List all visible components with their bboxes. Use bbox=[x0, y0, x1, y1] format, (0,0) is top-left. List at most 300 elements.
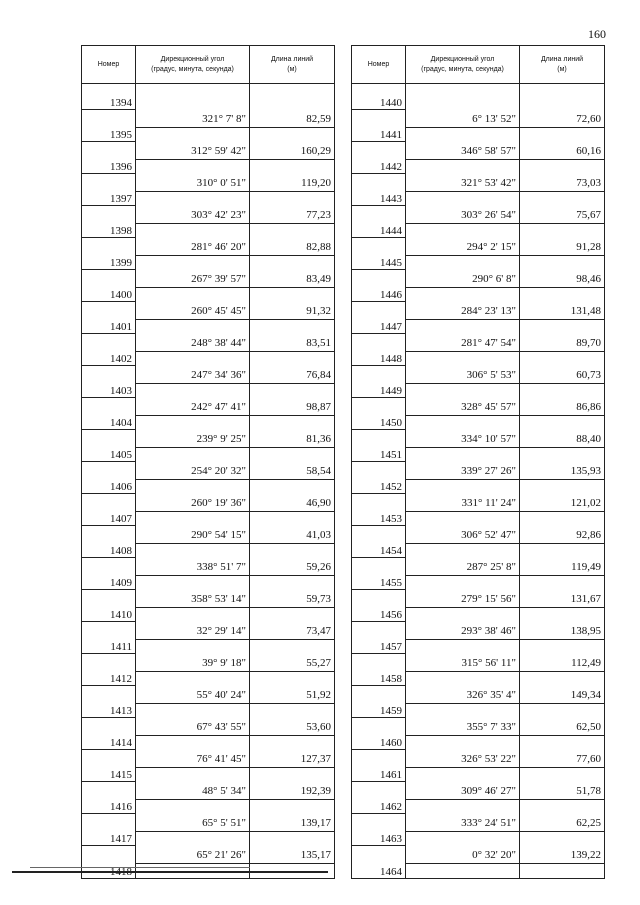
empty-cell bbox=[352, 654, 406, 672]
empty-cell bbox=[352, 750, 406, 768]
empty-cell bbox=[82, 206, 136, 224]
empty-cell bbox=[520, 799, 605, 814]
line-length: 62,25 bbox=[520, 814, 605, 832]
empty-cell bbox=[520, 831, 605, 846]
line-length: 73,47 bbox=[250, 622, 335, 640]
empty-cell bbox=[136, 511, 250, 526]
direction-angle: 306° 52' 47" bbox=[406, 526, 520, 544]
direction-angle: 260° 19' 36" bbox=[136, 494, 250, 512]
table-row bbox=[82, 191, 335, 206]
table-row bbox=[352, 127, 605, 142]
table-row bbox=[352, 590, 605, 608]
empty-cell bbox=[352, 84, 406, 96]
direction-angle: 290° 54' 15" bbox=[136, 526, 250, 544]
point-number: 1408 bbox=[82, 543, 136, 558]
direction-angle: 328° 45' 57" bbox=[406, 398, 520, 416]
empty-cell bbox=[520, 511, 605, 526]
empty-cell bbox=[520, 223, 605, 238]
line-length: 86,86 bbox=[520, 398, 605, 416]
table-row bbox=[82, 398, 335, 416]
table-row bbox=[352, 607, 605, 622]
table-header-row bbox=[82, 46, 335, 84]
empty-cell bbox=[136, 223, 250, 238]
table-row bbox=[82, 846, 335, 864]
empty-cell bbox=[520, 607, 605, 622]
empty-cell bbox=[82, 494, 136, 512]
direction-angle: 303° 42' 23" bbox=[136, 206, 250, 224]
line-length: 91,32 bbox=[250, 302, 335, 320]
table-row bbox=[82, 287, 335, 302]
empty-cell bbox=[406, 703, 520, 718]
empty-cell bbox=[250, 223, 335, 238]
line-length: 59,73 bbox=[250, 590, 335, 608]
empty-cell bbox=[250, 351, 335, 366]
line-length: 72,60 bbox=[520, 110, 605, 128]
line-length: 77,23 bbox=[250, 206, 335, 224]
table-row bbox=[352, 622, 605, 640]
header-length: Длина линий (м) bbox=[520, 46, 605, 84]
point-number: 1440 bbox=[352, 95, 406, 110]
point-number: 1462 bbox=[352, 799, 406, 814]
empty-cell bbox=[82, 430, 136, 448]
empty-cell bbox=[136, 575, 250, 590]
point-number: 1459 bbox=[352, 703, 406, 718]
empty-cell bbox=[406, 511, 520, 526]
table-row bbox=[82, 319, 335, 334]
point-number: 1455 bbox=[352, 575, 406, 590]
line-length: 98,87 bbox=[250, 398, 335, 416]
table-row bbox=[82, 110, 335, 128]
empty-cell bbox=[406, 575, 520, 590]
table-row bbox=[352, 494, 605, 512]
table-row bbox=[82, 750, 335, 768]
empty-cell bbox=[136, 799, 250, 814]
point-number: 1409 bbox=[82, 575, 136, 590]
empty-cell bbox=[82, 110, 136, 128]
table-row bbox=[82, 462, 335, 480]
table-row bbox=[352, 223, 605, 238]
table-row bbox=[82, 95, 335, 110]
direction-angle: 281° 46' 20" bbox=[136, 238, 250, 256]
direction-angle: 76° 41' 45" bbox=[136, 750, 250, 768]
line-length: 41,03 bbox=[250, 526, 335, 544]
line-length: 51,78 bbox=[520, 782, 605, 800]
empty-cell bbox=[520, 543, 605, 558]
line-length: 138,95 bbox=[520, 622, 605, 640]
line-length: 92,86 bbox=[520, 526, 605, 544]
empty-cell bbox=[136, 255, 250, 270]
line-length: 81,36 bbox=[250, 430, 335, 448]
table-row bbox=[352, 543, 605, 558]
empty-cell bbox=[352, 814, 406, 832]
direction-angle: 247° 34' 36" bbox=[136, 366, 250, 384]
empty-cell bbox=[136, 543, 250, 558]
empty-cell bbox=[406, 543, 520, 558]
empty-cell bbox=[406, 479, 520, 494]
direction-angle: 309° 46' 27" bbox=[406, 782, 520, 800]
spacer-row bbox=[352, 84, 605, 96]
empty-cell bbox=[250, 735, 335, 750]
empty-cell bbox=[352, 334, 406, 352]
empty-cell bbox=[82, 174, 136, 192]
point-number: 1448 bbox=[352, 351, 406, 366]
empty-cell bbox=[82, 750, 136, 768]
table-row bbox=[82, 430, 335, 448]
point-number: 1441 bbox=[352, 127, 406, 142]
direction-angle: 334° 10' 57" bbox=[406, 430, 520, 448]
empty-cell bbox=[82, 622, 136, 640]
point-number: 1458 bbox=[352, 671, 406, 686]
empty-cell bbox=[82, 654, 136, 672]
empty-cell bbox=[520, 255, 605, 270]
empty-cell bbox=[352, 686, 406, 704]
header-angle: Дирекционный угол (градус, минута, секунда) bbox=[136, 46, 250, 84]
table-row bbox=[82, 494, 335, 512]
empty-cell bbox=[136, 415, 250, 430]
empty-cell bbox=[406, 287, 520, 302]
empty-cell bbox=[406, 863, 520, 878]
table-row bbox=[352, 750, 605, 768]
empty-cell bbox=[136, 287, 250, 302]
table-row bbox=[82, 558, 335, 576]
point-number: 1416 bbox=[82, 799, 136, 814]
table-row bbox=[352, 671, 605, 686]
empty-cell bbox=[250, 95, 335, 110]
point-number: 1414 bbox=[82, 735, 136, 750]
line-length: 75,67 bbox=[520, 206, 605, 224]
point-number: 1464 bbox=[352, 863, 406, 878]
direction-angle: 358° 53' 14" bbox=[136, 590, 250, 608]
direction-angle: 260° 45' 45" bbox=[136, 302, 250, 320]
point-number: 1417 bbox=[82, 831, 136, 846]
direction-angle: 287° 25' 8" bbox=[406, 558, 520, 576]
empty-cell bbox=[250, 831, 335, 846]
empty-cell bbox=[136, 447, 250, 462]
table-row bbox=[352, 654, 605, 672]
table-row bbox=[352, 639, 605, 654]
direction-angle: 312° 59' 42" bbox=[136, 142, 250, 160]
table-row bbox=[82, 814, 335, 832]
line-length: 73,03 bbox=[520, 174, 605, 192]
direction-angle: 239° 9' 25" bbox=[136, 430, 250, 448]
empty-cell bbox=[82, 846, 136, 864]
direction-angle: 306° 5' 53" bbox=[406, 366, 520, 384]
table-row bbox=[82, 543, 335, 558]
empty-cell bbox=[520, 671, 605, 686]
point-number: 1394 bbox=[82, 95, 136, 110]
empty-cell bbox=[250, 799, 335, 814]
table-row bbox=[82, 447, 335, 462]
table-row bbox=[352, 238, 605, 256]
empty-cell bbox=[250, 639, 335, 654]
footer-rule bbox=[12, 871, 328, 873]
direction-angle: 65° 21' 26" bbox=[136, 846, 250, 864]
empty-cell bbox=[250, 767, 335, 782]
empty-cell bbox=[136, 191, 250, 206]
table-header-row bbox=[352, 46, 605, 84]
line-length: 62,50 bbox=[520, 718, 605, 736]
empty-cell bbox=[136, 84, 250, 96]
empty-cell bbox=[520, 415, 605, 430]
line-length: 83,51 bbox=[250, 334, 335, 352]
empty-cell bbox=[406, 415, 520, 430]
table-row bbox=[82, 270, 335, 288]
point-number: 1461 bbox=[352, 767, 406, 782]
point-number: 1443 bbox=[352, 191, 406, 206]
line-length: 119,20 bbox=[250, 174, 335, 192]
point-number: 1453 bbox=[352, 511, 406, 526]
empty-cell bbox=[352, 526, 406, 544]
table-row bbox=[82, 351, 335, 366]
empty-cell bbox=[250, 319, 335, 334]
footer-thin-rule bbox=[30, 867, 250, 868]
right-survey-table bbox=[351, 45, 605, 879]
direction-angle: 346° 58' 57" bbox=[406, 142, 520, 160]
empty-cell bbox=[520, 287, 605, 302]
table-row bbox=[82, 703, 335, 718]
empty-cell bbox=[82, 398, 136, 416]
empty-cell bbox=[250, 383, 335, 398]
direction-angle: 293° 38' 46" bbox=[406, 622, 520, 640]
point-number: 1456 bbox=[352, 607, 406, 622]
empty-cell bbox=[406, 447, 520, 462]
line-length: 139,17 bbox=[250, 814, 335, 832]
right-table-body bbox=[352, 84, 605, 879]
table-row bbox=[352, 799, 605, 814]
empty-cell bbox=[250, 543, 335, 558]
empty-cell bbox=[406, 84, 520, 96]
empty-cell bbox=[406, 799, 520, 814]
direction-angle: 321° 7' 8" bbox=[136, 110, 250, 128]
table-row bbox=[82, 735, 335, 750]
empty-cell bbox=[136, 127, 250, 142]
left-table-body bbox=[82, 84, 335, 879]
table-row bbox=[82, 671, 335, 686]
empty-cell bbox=[406, 223, 520, 238]
empty-cell bbox=[406, 351, 520, 366]
table-row bbox=[82, 366, 335, 384]
direction-angle: 303° 26' 54" bbox=[406, 206, 520, 224]
empty-cell bbox=[406, 159, 520, 174]
left-survey-table bbox=[81, 45, 335, 879]
empty-cell bbox=[352, 558, 406, 576]
empty-cell bbox=[136, 671, 250, 686]
table-row bbox=[352, 159, 605, 174]
empty-cell bbox=[250, 479, 335, 494]
point-number: 1442 bbox=[352, 159, 406, 174]
empty-cell bbox=[352, 142, 406, 160]
empty-cell bbox=[82, 718, 136, 736]
line-length: 76,84 bbox=[250, 366, 335, 384]
line-length: 77,60 bbox=[520, 750, 605, 768]
table-row bbox=[82, 782, 335, 800]
point-number: 1444 bbox=[352, 223, 406, 238]
empty-cell bbox=[520, 639, 605, 654]
direction-angle: 267° 39' 57" bbox=[136, 270, 250, 288]
empty-cell bbox=[250, 159, 335, 174]
empty-cell bbox=[136, 479, 250, 494]
table-row bbox=[352, 174, 605, 192]
empty-cell bbox=[352, 110, 406, 128]
direction-angle: 355° 7' 33" bbox=[406, 718, 520, 736]
point-number: 1407 bbox=[82, 511, 136, 526]
direction-angle: 294° 2' 15" bbox=[406, 238, 520, 256]
table-row bbox=[352, 782, 605, 800]
table-row bbox=[352, 110, 605, 128]
empty-cell bbox=[352, 430, 406, 448]
table-row bbox=[82, 767, 335, 782]
table-row bbox=[352, 206, 605, 224]
point-number: 1406 bbox=[82, 479, 136, 494]
table-row bbox=[82, 383, 335, 398]
empty-cell bbox=[250, 671, 335, 686]
empty-cell bbox=[406, 831, 520, 846]
empty-cell bbox=[352, 270, 406, 288]
table-row bbox=[82, 831, 335, 846]
table-row bbox=[82, 590, 335, 608]
line-length: 60,16 bbox=[520, 142, 605, 160]
table-row bbox=[82, 718, 335, 736]
line-length: 131,48 bbox=[520, 302, 605, 320]
point-number: 1463 bbox=[352, 831, 406, 846]
table-row bbox=[352, 383, 605, 398]
table-row bbox=[82, 415, 335, 430]
point-number: 1399 bbox=[82, 255, 136, 270]
empty-cell bbox=[82, 814, 136, 832]
direction-angle: 315° 56' 11" bbox=[406, 654, 520, 672]
empty-cell bbox=[406, 735, 520, 750]
empty-cell bbox=[520, 159, 605, 174]
empty-cell bbox=[250, 191, 335, 206]
table-row bbox=[82, 127, 335, 142]
point-number: 1454 bbox=[352, 543, 406, 558]
empty-cell bbox=[520, 383, 605, 398]
empty-cell bbox=[136, 319, 250, 334]
point-number: 1452 bbox=[352, 479, 406, 494]
empty-cell bbox=[406, 319, 520, 334]
empty-cell bbox=[136, 703, 250, 718]
empty-cell bbox=[136, 351, 250, 366]
empty-cell bbox=[406, 639, 520, 654]
empty-cell bbox=[82, 334, 136, 352]
table-row bbox=[82, 223, 335, 238]
line-length: 58,54 bbox=[250, 462, 335, 480]
line-length: 131,67 bbox=[520, 590, 605, 608]
empty-cell bbox=[82, 590, 136, 608]
table-row bbox=[352, 814, 605, 832]
line-length: 59,26 bbox=[250, 558, 335, 576]
table-row bbox=[82, 174, 335, 192]
line-length: 60,73 bbox=[520, 366, 605, 384]
empty-cell bbox=[250, 255, 335, 270]
empty-cell bbox=[520, 703, 605, 718]
direction-angle: 242° 47' 41" bbox=[136, 398, 250, 416]
empty-cell bbox=[352, 174, 406, 192]
point-number: 1451 bbox=[352, 447, 406, 462]
point-number: 1402 bbox=[82, 351, 136, 366]
empty-cell bbox=[520, 95, 605, 110]
header-number: Номер bbox=[352, 46, 406, 84]
empty-cell bbox=[352, 494, 406, 512]
direction-angle: 321° 53' 42" bbox=[406, 174, 520, 192]
empty-cell bbox=[406, 255, 520, 270]
table-row bbox=[352, 415, 605, 430]
table-row bbox=[352, 447, 605, 462]
table-row bbox=[352, 831, 605, 846]
point-number: 1446 bbox=[352, 287, 406, 302]
empty-cell bbox=[250, 127, 335, 142]
empty-cell bbox=[406, 383, 520, 398]
table-row bbox=[352, 95, 605, 110]
line-length: 121,02 bbox=[520, 494, 605, 512]
table-row bbox=[352, 351, 605, 366]
table-row bbox=[82, 142, 335, 160]
table-row bbox=[82, 622, 335, 640]
empty-cell bbox=[250, 287, 335, 302]
empty-cell bbox=[250, 575, 335, 590]
table-row bbox=[352, 334, 605, 352]
table-row bbox=[352, 846, 605, 864]
table-row bbox=[82, 159, 335, 174]
table-row bbox=[82, 334, 335, 352]
line-length: 139,22 bbox=[520, 846, 605, 864]
direction-angle: 333° 24' 51" bbox=[406, 814, 520, 832]
table-row bbox=[82, 526, 335, 544]
empty-cell bbox=[352, 590, 406, 608]
direction-angle: 281° 47' 54" bbox=[406, 334, 520, 352]
empty-cell bbox=[520, 575, 605, 590]
spacer-row bbox=[82, 84, 335, 96]
table-row bbox=[82, 607, 335, 622]
point-number: 1412 bbox=[82, 671, 136, 686]
empty-cell bbox=[520, 191, 605, 206]
line-length: 51,92 bbox=[250, 686, 335, 704]
table-row bbox=[352, 558, 605, 576]
table-row bbox=[352, 575, 605, 590]
table-row bbox=[82, 654, 335, 672]
table-row bbox=[352, 302, 605, 320]
empty-cell bbox=[352, 238, 406, 256]
empty-cell bbox=[82, 366, 136, 384]
table-row bbox=[352, 142, 605, 160]
empty-cell bbox=[520, 84, 605, 96]
line-length: 82,59 bbox=[250, 110, 335, 128]
empty-cell bbox=[406, 95, 520, 110]
point-number: 1449 bbox=[352, 383, 406, 398]
line-length: 89,70 bbox=[520, 334, 605, 352]
empty-cell bbox=[352, 718, 406, 736]
table-row bbox=[352, 191, 605, 206]
direction-angle: 326° 35' 4" bbox=[406, 686, 520, 704]
point-number: 1404 bbox=[82, 415, 136, 430]
point-number: 1415 bbox=[82, 767, 136, 782]
line-length: 135,93 bbox=[520, 462, 605, 480]
empty-cell bbox=[520, 319, 605, 334]
empty-cell bbox=[250, 607, 335, 622]
empty-cell bbox=[352, 782, 406, 800]
empty-cell bbox=[136, 639, 250, 654]
point-number: 1397 bbox=[82, 191, 136, 206]
table-row bbox=[82, 479, 335, 494]
direction-angle: 39° 9' 18" bbox=[136, 654, 250, 672]
table-row bbox=[82, 206, 335, 224]
empty-cell bbox=[82, 526, 136, 544]
line-length: 135,17 bbox=[250, 846, 335, 864]
table-row bbox=[82, 511, 335, 526]
table-row bbox=[82, 686, 335, 704]
empty-cell bbox=[136, 735, 250, 750]
table-row bbox=[352, 703, 605, 718]
